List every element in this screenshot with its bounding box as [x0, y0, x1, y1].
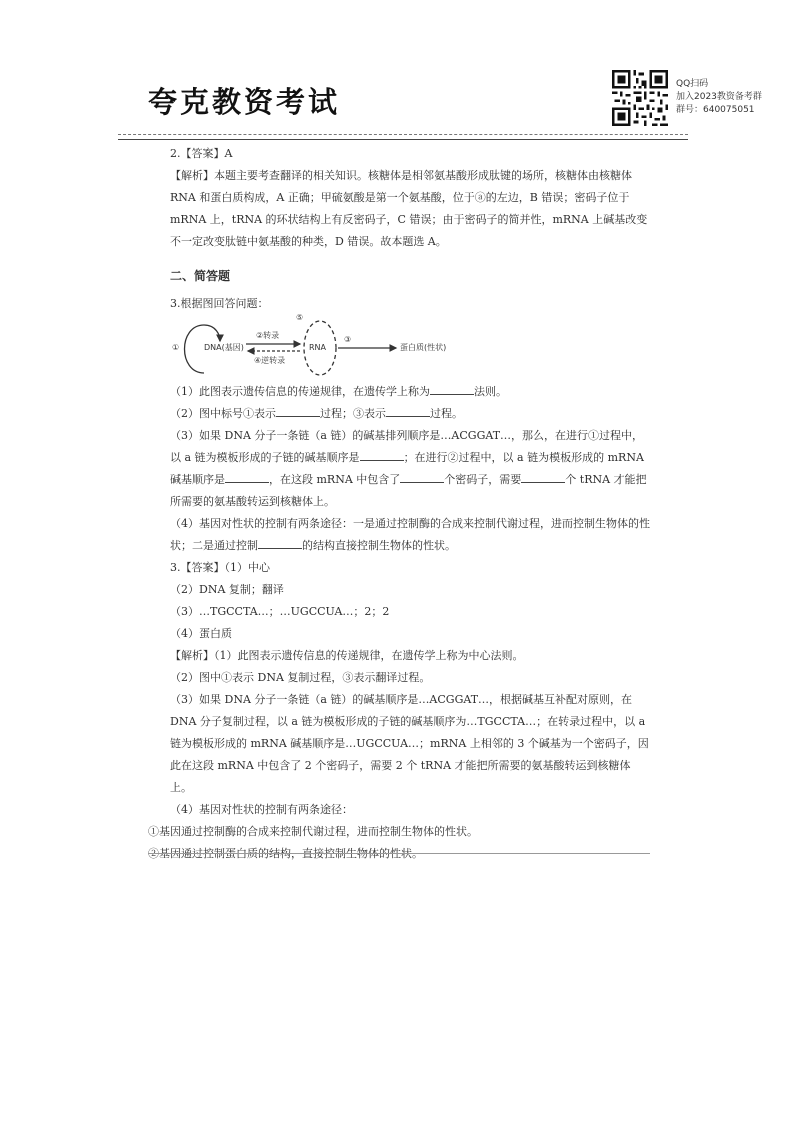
qr-caption-line: 群号：640075051	[676, 105, 755, 115]
q3-explanation-4: （4）基因对性状的控制有两条途径：	[170, 803, 353, 816]
q3-part2	[148, 403, 650, 425]
qr-code-icon	[612, 70, 668, 126]
q3-explanation-3: （3）如果 DNA 分子一条链（a 链）的碱基顺序是…ACGGAT…，根据碱基互补配对原则，在 DNA 分子复制过程，以 a 链为模板形成的子链的碱基顺序为…TGCCTA…；在转录过程中，以 a 链为模板形成的 mRNA 碱基顺序是…UGCCUA…；mRNA 上相邻的 3 个碱基为一个密码子，因此在这段 mRNA 中包含了 2 个密码子，需要 2 个 tRNA 才能把所需要的氨基酸转运到核糖体上。	[170, 693, 649, 794]
answer-blank	[360, 448, 404, 461]
brand-title: 夸克教资考试	[148, 85, 341, 119]
footer-rule	[148, 853, 650, 854]
answer-blank	[430, 382, 474, 395]
label-n1: ①	[172, 343, 180, 352]
q3-part1-tail: 法则。	[474, 385, 507, 398]
header-solid-rule	[118, 139, 688, 140]
answer-blank	[386, 404, 430, 417]
label-reverse-transcription: ④逆转录	[254, 356, 286, 365]
q2-analysis: 【解析】本题主要考查翻译的相关知识。核糖体是相邻氨基酸形成肽键的场所，核糖体由核糖体 RNA 和蛋白质构成，A 正确；甲硫氨酸是第一个氨基酸，位于ⓐ的左边，B 错误；密码子位于 mRNA 上，tRNA 的环状结构上有反密码子，C 错误；由于密码子的简并性，mRNA 上碱基改变不一定改变肽链中氨基酸的种类，D 错误。故本题选 A。	[170, 169, 648, 248]
label-dna: DNA(基因)	[204, 343, 244, 352]
q3-answer-1: 3.【答案】（1）中心	[170, 561, 270, 574]
answer-blank	[258, 536, 302, 549]
qr-caption-line: 加入2023教资备考群	[676, 92, 762, 102]
label-n3: ③	[344, 335, 352, 344]
q3-part2-mid: 过程；③表示	[320, 407, 386, 420]
answer-blank	[276, 404, 320, 417]
label-n5: ⑤	[296, 313, 304, 322]
q3-part1	[148, 381, 650, 403]
q3-part2-text: （2）图中标号①表示	[170, 407, 276, 420]
q3-explanation-6: ②基因通过控制蛋白质的结构，直接控制生物体的性状。	[148, 847, 423, 860]
q3-part3	[148, 425, 650, 513]
q3-explanation-2: （2）图中①表示 DNA 复制过程，③表示翻译过程。	[170, 671, 431, 684]
section-title: 二、简答题	[170, 269, 231, 283]
answer-blank	[400, 470, 444, 483]
q3-part3-mid2: ，在这段 mRNA 中包含了	[269, 473, 401, 486]
label-protein: 蛋白质(性状)	[400, 343, 447, 352]
replication-arrow	[185, 325, 205, 373]
label-transcription: ②转录	[256, 331, 280, 340]
q2-answer-label: 2.【答案】A	[170, 147, 233, 160]
q3-stem: 3.根据图回答问题：	[170, 297, 269, 310]
q3-part4-text: （4）基因对性状的控制有两条途径：一是通过控制酶的合成来控制代谢过程，进而控制生物体的性状；二是通过控制	[170, 517, 650, 552]
qr-caption-line: QQ扫码	[676, 79, 709, 89]
q3-answer-3: （3）…TGCCTA…；…UGCCUA…；2；2	[170, 605, 390, 618]
qr-caption	[676, 78, 762, 117]
q3-explanation-5: ①基因通过控制酶的合成来控制代谢过程，进而控制生物体的性状。	[148, 825, 478, 838]
answer-blank	[225, 470, 269, 483]
q3-part2-tail: 过程。	[430, 407, 463, 420]
q3-part3-mid3: 个密码子，需要	[444, 473, 522, 486]
q3-answer-4: （4）蛋白质	[170, 627, 232, 640]
q3-part3-mid: ；在进行②过程中，以 a 链为模板形成的 mRNA 碱基顺序是	[170, 451, 644, 486]
q3-part3-text: （3）如果 DNA 分子一条链（a 链）的碱基排列顺序是…ACGGAT…，那么，在进行①过程中，以 a 链为模板形成的子链的碱基顺序是	[170, 429, 644, 464]
document-body	[148, 143, 650, 865]
central-dogma-diagram	[168, 313, 650, 381]
header-dashed-rule	[118, 134, 688, 135]
q3-answer-2: （2）DNA 复制；翻译	[170, 583, 284, 596]
q3-part3-tail: 个 tRNA 才能把所需要的氨基酸转运到核糖体上。	[170, 473, 647, 508]
q3-explanation-1: 【解析】（1）此图表示遗传信息的传递规律，在遗传学上称为中心法则。	[170, 649, 524, 662]
q3-part1-text: （1）此图表示遗传信息的传递规律，在遗传学上称为	[170, 385, 430, 398]
answer-blank	[521, 470, 565, 483]
q3-part4-tail: 的结构直接控制生物体的性状。	[302, 539, 456, 552]
label-rna: RNA	[309, 343, 327, 352]
q3-part4	[148, 513, 650, 557]
